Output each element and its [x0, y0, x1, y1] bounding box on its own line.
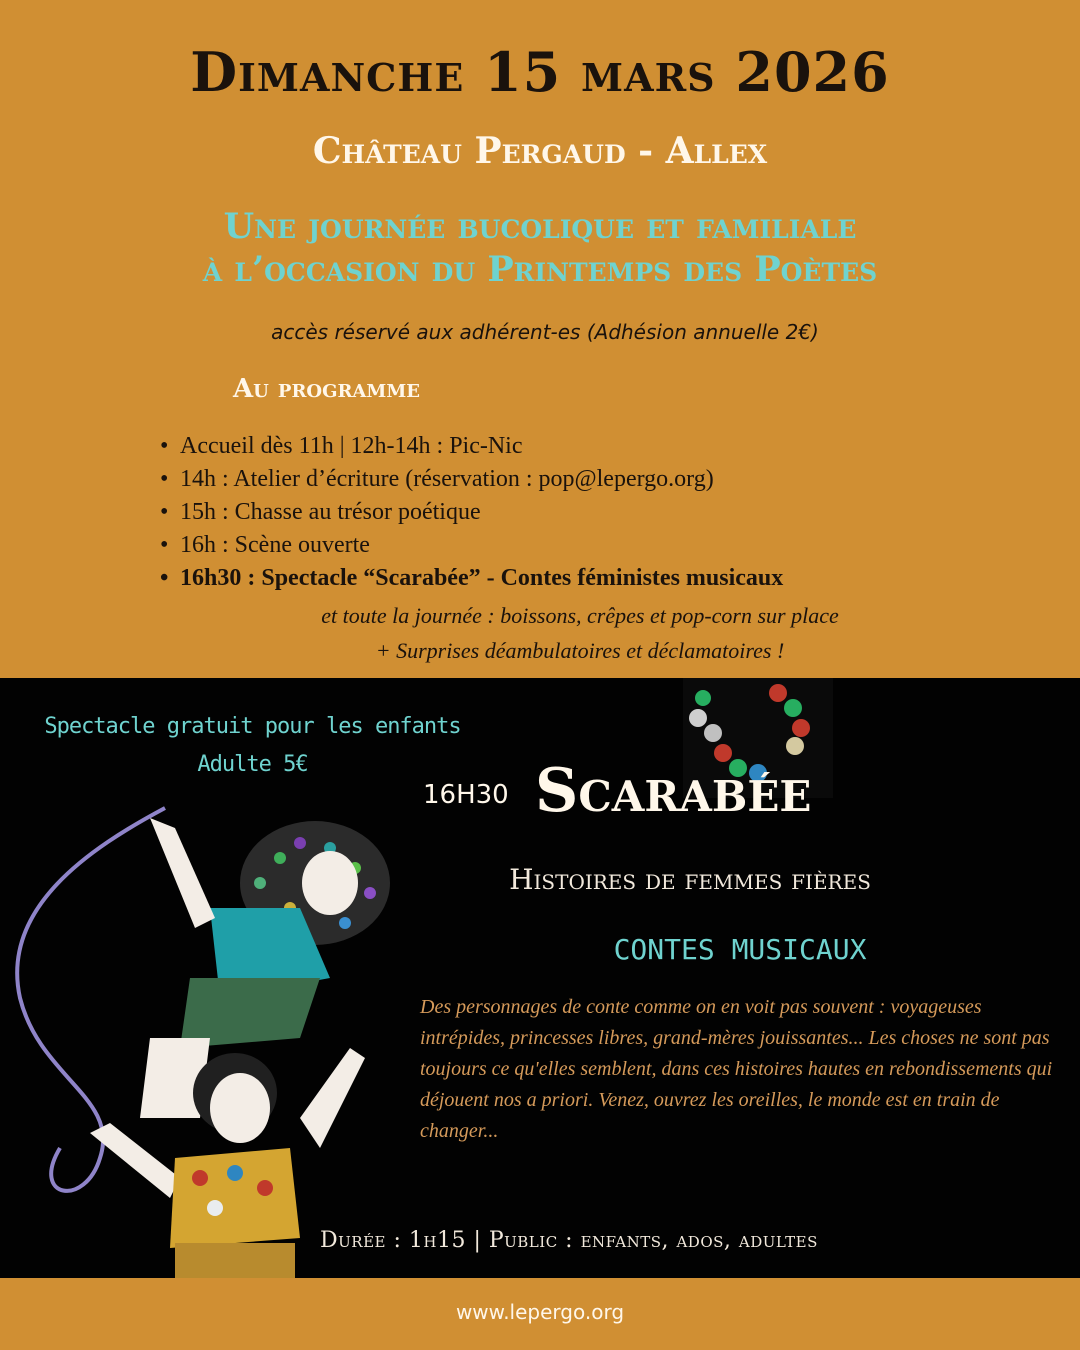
program-item: • 16h : Scène ouverte [160, 529, 783, 562]
access-note: accès réservé aux adhérent-es (Adhésion annuelle 2€) [271, 320, 819, 344]
pricing-children: Spectacle gratuit pour les enfants [44, 714, 461, 739]
program-extra-line-1: et toute la journée : boissons, crêpes et pop-corn sur place [321, 603, 839, 628]
lower-figure-face [210, 1073, 270, 1143]
show-details: Durée : 1h15 | Public : enfants, ados, adultes [320, 1228, 818, 1253]
tagline-line-2: à l’occasion du Printemps des Poètes [202, 249, 878, 290]
program-item: • 14h : Atelier d’écriture (réservation : pop@lepergo.org) [160, 463, 783, 496]
show-genre: CONTES MUSICAUX [613, 933, 867, 966]
show-time: 16H30 [423, 780, 509, 810]
tagline-line-1: Une journée bucolique et familiale [223, 206, 857, 247]
show-description: Des personnages de conte comme on en voit pas souvent : voyageuses intrépides, princesses libres, grand-mères jouissantes... Les choses ne sont pas toujours ce qu'elles semblent, dans ces histoires hautes en rebondissements qui déjouent nos a priori. Venez, ouvrez les oreilles, le monde est en train de changer... [420, 996, 1053, 1142]
program-extra-line-2: + Surprises déambulatoires et déclamatoires ! [375, 638, 785, 663]
event-tagline [0, 205, 1080, 291]
pricing-info [0, 708, 505, 784]
upper-figure-face [302, 851, 358, 915]
pricing-adult: Adulte 5€ [197, 752, 308, 777]
lower-figure-arm [90, 1123, 180, 1198]
lower-figure-skirt [175, 1243, 295, 1278]
show-title: Scarabée [535, 756, 812, 826]
program-list [160, 430, 783, 595]
show-section [0, 678, 1080, 1278]
upper-figure-skirt [180, 978, 320, 1048]
event-venue: Château Pergaud - Allex [312, 130, 768, 172]
upper-figure-arm [150, 818, 215, 928]
lower-figure-shirt [170, 1148, 300, 1248]
program-item: • 15h : Chasse au trésor poétique [160, 496, 783, 529]
program-item: • Accueil dès 11h | 12h-14h : Pic-Nic [160, 430, 783, 463]
program-title: Au programme [233, 374, 420, 404]
program-extra [0, 598, 1080, 668]
lower-figure-arm-right [300, 1048, 365, 1148]
website-link[interactable]: www.lepergo.org [455, 1300, 625, 1324]
footer [0, 1278, 1080, 1350]
show-subtitle: Histoires de femmes fières [509, 863, 871, 896]
program-item-highlight: • 16h30 : Spectacle “Scarabée” - Contes féministes musicaux [160, 562, 783, 595]
event-date: Dimanche 15 mars 2026 [190, 40, 890, 104]
